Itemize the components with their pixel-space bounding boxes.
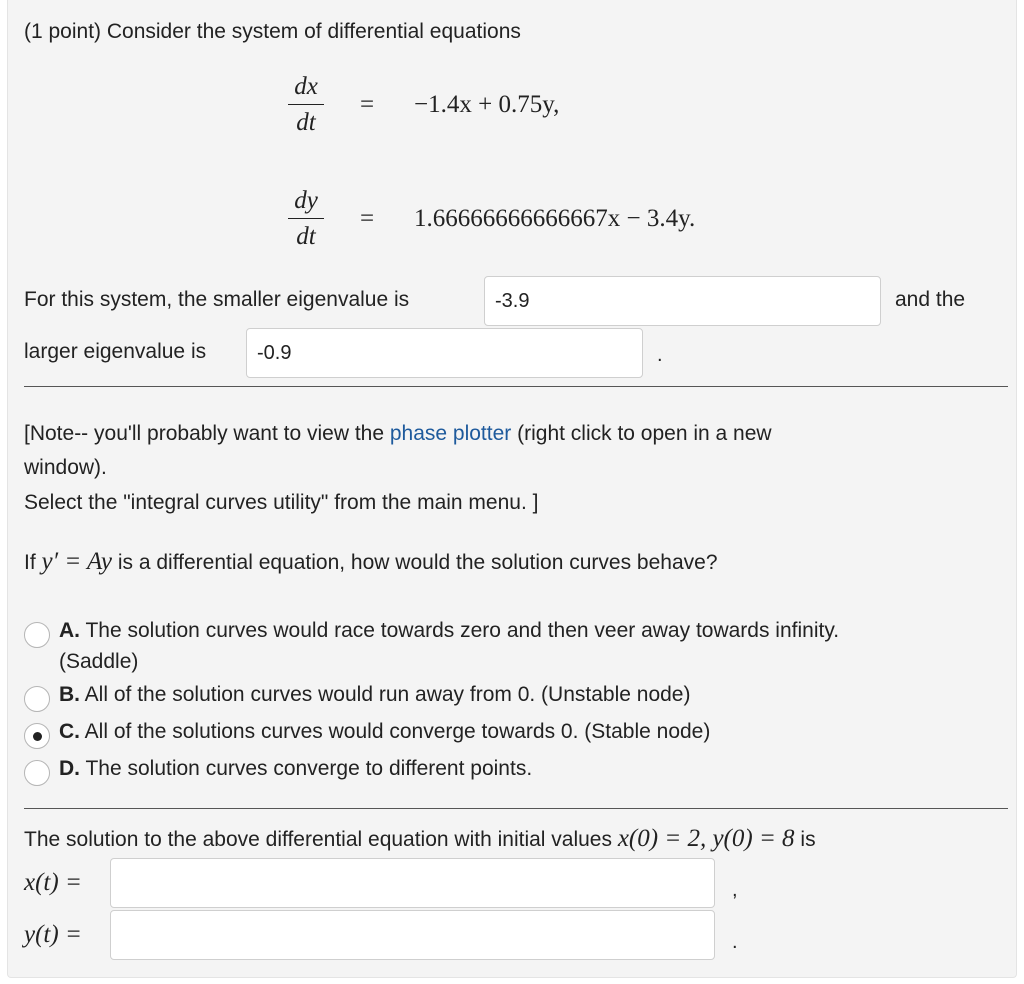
x-t-label: x(t) = [24, 869, 82, 896]
equation-1-numerator: dx [294, 73, 318, 100]
option-text: The solution curves would race towards zero and then veer away towards infinity. [80, 619, 840, 642]
option-text: All of the solution curves would run away from 0. (Unstable node) [80, 683, 691, 706]
question-math: y′ = Ay [41, 548, 112, 575]
equation-2-fraction [288, 187, 324, 251]
option-d-radio[interactable] [24, 760, 50, 786]
equation-2-numerator: dy [294, 187, 318, 214]
smaller-eigenvalue-input[interactable] [484, 276, 881, 326]
and-the-text: and the [895, 288, 966, 311]
solution-prompt [24, 826, 816, 853]
option-text: The solution curves converge to different points. [80, 757, 533, 780]
option-letter: C. [59, 720, 80, 743]
x-t-input[interactable] [110, 858, 715, 908]
option-b-label[interactable] [59, 679, 690, 711]
note-text: (right click to open in a new [511, 422, 772, 445]
note-line-3: Select the "integral curves utility" from the main menu. ] [24, 491, 539, 514]
y-t-label: y(t) = [24, 921, 82, 948]
option-letter: A. [59, 619, 80, 642]
note-line-1 [24, 421, 772, 447]
equation-2-denominator: dt [296, 223, 316, 250]
section-divider [24, 386, 1008, 387]
option-c-label[interactable] [59, 716, 710, 748]
smaller-eigenvalue-label: For this system, the smaller eigenvalue is [24, 288, 410, 311]
option-c-radio[interactable] [24, 723, 50, 749]
sentence-period: . [657, 344, 663, 366]
equation-1-equals: = [360, 91, 375, 118]
fraction-bar [288, 104, 324, 105]
larger-eigenvalue-label: larger eigenvalue is [24, 340, 207, 363]
option-b-radio[interactable] [24, 686, 50, 712]
initial-values-math: x(0) = 2, y(0) = 8 [617, 825, 795, 852]
radio-selected-dot [33, 732, 42, 741]
y-t-input[interactable] [110, 910, 715, 960]
option-a-label[interactable] [59, 615, 839, 647]
fraction-bar [288, 218, 324, 219]
option-text: All of the solutions curves would converge towards 0. (Stable node) [80, 720, 711, 743]
equation-1-denominator: dt [296, 109, 316, 136]
option-a-radio[interactable] [24, 622, 50, 648]
equation-2-equals: = [360, 205, 375, 232]
option-a-label-line-2[interactable]: (Saddle) [59, 650, 139, 673]
larger-eigenvalue-input[interactable] [246, 328, 643, 378]
question-suffix: is a differential equation, how would the solution curves behave? [112, 551, 718, 574]
solution-prefix: The solution to the above differential equation with initial values [24, 828, 618, 851]
note-text: [Note-- you'll probably want to view the [24, 422, 390, 445]
question-prefix: If [24, 551, 42, 574]
equation-1-rhs: −1.4x + 0.75y, [414, 91, 560, 118]
option-d-label[interactable] [59, 753, 532, 785]
y-t-period: . [732, 931, 738, 953]
phase-plotter-link[interactable]: phase plotter [389, 422, 512, 445]
equation-1-fraction [288, 73, 324, 137]
option-letter: D. [59, 757, 80, 780]
option-letter: B. [59, 683, 80, 706]
equation-2-rhs: 1.66666666666667x − 3.4y. [414, 205, 696, 232]
behavior-question [24, 549, 718, 576]
section-divider [24, 808, 1008, 809]
x-t-comma: , [732, 879, 738, 901]
problem-intro: (1 point) Consider the system of differential equations [24, 20, 521, 43]
solution-suffix: is [794, 828, 816, 851]
note-line-2: window). [24, 456, 107, 479]
